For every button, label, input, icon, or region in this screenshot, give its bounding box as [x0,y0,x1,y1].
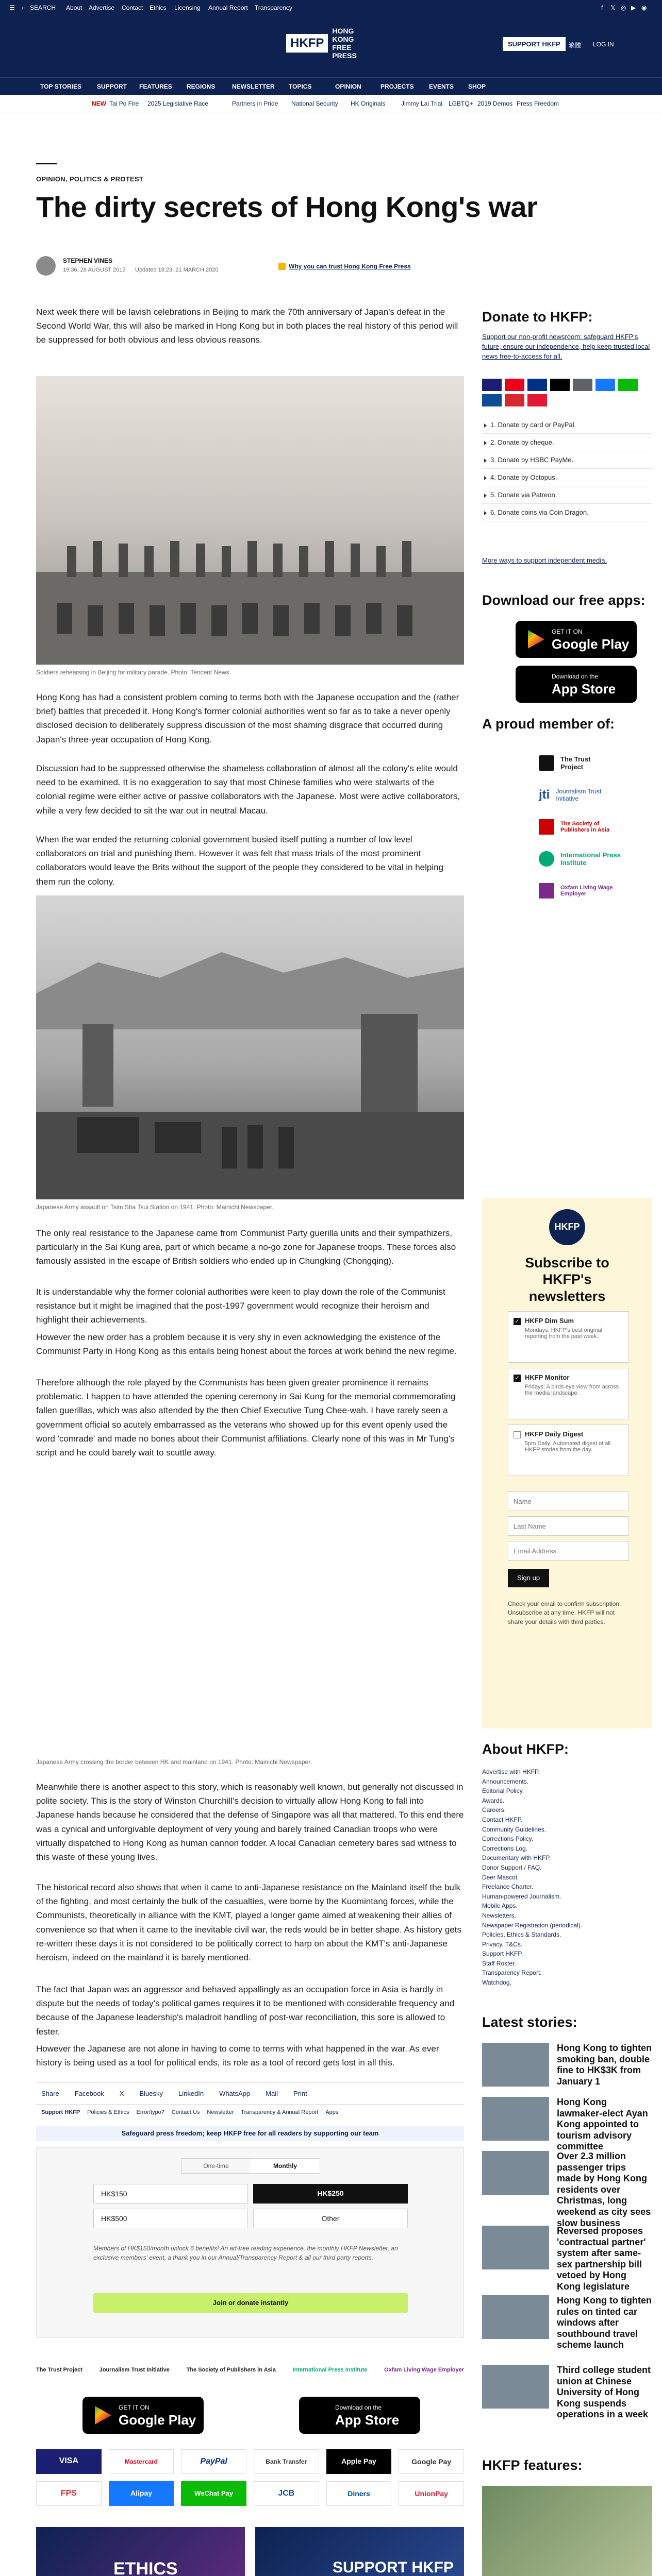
share-bluesky[interactable]: Bluesky [139,2090,163,2097]
last-name-field[interactable] [508,1516,629,1536]
share-whatsapp[interactable]: WhatsApp [219,2090,251,2097]
nav-opinion[interactable]: OPINION [335,83,361,90]
trending-item[interactable]: National Security [291,100,338,107]
tab-one-time[interactable]: One-time [203,2162,229,2170]
member-logos [482,747,652,907]
about-link[interactable]: Newspaper Registration (periodical). [482,1921,583,1929]
article-paragraph: Meanwhile there is another aspect to this story, which is reasonably well known, but generally not discussed in polite society. This is the story of Winston Churchill's decision to virtually allow Hong Kong to fall into Japanese hands because he considered that the defense of Singapore was all that mattered. To this end there was a cynical and unforgivable deployment of very young and barely trained Canadian troops who were virtually dispatched to Hong Kong as human cannon fodder. A local Canadian cemetery bares sad witness to this waste of these young lives. [36,1782,464,1862]
photo-military-parade [36,376,464,665]
language-switch[interactable]: 繁體 [569,42,582,49]
nav-newsletter[interactable]: NEWSLETTER [232,83,275,90]
about-link[interactable]: Editorial Policy. [482,1787,524,1795]
member-logo[interactable] [482,779,652,811]
google-play-button-inline[interactable] [82,2397,204,2434]
article-footer-links [41,2109,338,2115]
trending-new-label: NEW [92,100,106,107]
nav-support[interactable]: SUPPORT [97,83,127,90]
about-link[interactable]: Watchdog. [482,1979,511,1987]
newsletter-option[interactable] [508,1311,629,1363]
nav-features[interactable]: FEATURES [139,83,172,90]
donate-option[interactable]: 6. Donate coins via Coin Dragon. [482,504,652,521]
newsletter-box [482,1198,652,1728]
fps-icon [505,394,524,406]
signup-button[interactable]: Sign up [508,1569,549,1587]
article-paragraph: It is understandable why the former colonial authorities were keen to play down the role of the Communist resistance but it might be imagined that the post-1997 government would recognize their heroism and highlight their achievements. [36,1287,445,1325]
x-icon[interactable]: 𝕏 [610,4,616,11]
diners-logo: Diners [326,2481,392,2506]
fps-logo: FPS [36,2481,102,2506]
sopa-logo[interactable]: The Society of Publishers in Asia [186,2367,276,2373]
main-nav [0,77,662,95]
about-link[interactable]: Support HKFP. [482,1950,523,1958]
member-name: The Trust Project [560,755,591,771]
amount-option-other[interactable]: Other [253,2209,408,2228]
trending-item[interactable]: Jimmy Lai Trial [401,100,443,107]
jcb-logo: JCB [254,2481,319,2506]
oxfam-logo[interactable]: Oxfam Living Wage Employer [384,2367,464,2373]
google-play-icon [95,2406,111,2425]
youtube-icon[interactable]: ▶ [631,4,636,11]
nav-topics[interactable]: TOPICS [289,83,312,90]
trending-item[interactable]: Tai Po Fire [109,100,139,107]
app-store-big: App Store [552,681,616,697]
logo-line-2: FREE PRESS [332,43,357,60]
apple-pay-icon [550,379,570,391]
member-name: Oxfam Living Wage Employer [560,885,613,897]
visa-logo: VISA [36,2449,102,2474]
article-paragraph: When the war ended the returning colonial government busied itself putting a number of low level collaborators on trial and punishing them. However it was felt that mass trials of the most prominent collaborators would leave the Brits without the support of the people they considered to be vital in helping them run the colony. [36,835,444,887]
top-link-about[interactable]: About [66,4,82,11]
name-field[interactable] [508,1492,629,1511]
about-link[interactable]: Human-powered Journalism. [482,1892,561,1900]
category-rule [36,163,57,164]
about-links [482,1767,652,1988]
about-link[interactable]: Staff Roster. [482,1959,516,1967]
share-linkedin[interactable]: LinkedIn [178,2090,204,2097]
google-play-big: Google Play [552,636,630,652]
jti-logo[interactable]: Journalism Trust Initiative [99,2367,170,2373]
more-ways-link[interactable]: More ways to support independent media. [482,556,607,564]
feature-image[interactable] [482,2486,652,2576]
google-play-icon [528,630,544,649]
logo-line-1: HONG KONG [332,26,354,43]
bank-transfer-logo: Bank Transfer [254,2449,319,2474]
login-link[interactable]: LOG IN [593,41,614,48]
trending-item[interactable]: HK Originals [351,100,386,107]
story-thumbnail[interactable] [482,2151,549,2195]
footer-support-link[interactable]: Support HKFP [41,2109,80,2115]
about-link[interactable]: Community Guidelines. [482,1825,547,1833]
app-store-button[interactable] [516,666,637,703]
newsletter-option[interactable] [508,1425,629,1476]
donate-option[interactable]: 2. Donate by cheque. [482,434,652,451]
about-link[interactable]: Documentary with HKFP. [482,1854,551,1862]
top-link-advertise[interactable]: Advertise [89,4,115,11]
wechat-icon [618,379,638,391]
story-thumbnail[interactable] [482,2295,549,2339]
about-link[interactable]: Donor Support / FAQ. [482,1863,542,1871]
nav-regions[interactable]: REGIONS [187,83,216,90]
about-link[interactable]: Privacy, T&Cs. [482,1940,523,1948]
newsletter-desc: Mondays: HKFP's best original reporting from the past week. [525,1327,603,1340]
member-logo[interactable] [482,811,652,843]
author-name[interactable]: STEPHEN VINES [63,257,113,264]
trust-icon [278,263,286,270]
alipay-logo: Alipay [109,2481,174,2506]
article-paragraph: Therefore although the role played by the Communists has been given greater prominence it remains problematic. I happen to have attended the opening ceremony in Sai Kung for the memorial commemorating fallen guerillas, which was also attended by the then Chief Executive Tung Chee-wah. I have rarely seen a government official so acutely embarrassed as the veterans who showed up for this event openly used the word 'comrade' and made no bones about their Communist affiliations. Clearly none of this was in Mr Tung's script and he could barely wait to scuttle away. [36,1378,456,1458]
sidebar-payment-icons [482,379,652,406]
donate-option[interactable]: 5. Donate via Patreon. [482,486,652,504]
about-link[interactable]: Awards. [482,1797,505,1804]
article-paragraph: However the Japanese are not alone in having to come to terms with what happened in the war. As ever history is being used as a tool for political ends, its role as a tool of record gets lost in all this. [36,2044,439,2068]
footer-policies-link[interactable]: Policies & Ethics [87,2109,129,2115]
google-play-small: GET IT ON [552,628,583,635]
checkbox-checked-icon[interactable]: ✓ [514,1375,521,1382]
donate-option[interactable]: 1. Donate by card or PayPal. [482,416,652,434]
member-logo[interactable] [482,747,652,779]
app-store-small: Download on the [552,673,599,680]
member-name: International Press Institute [560,851,621,867]
parade-illustration [36,376,464,665]
trending-item[interactable]: LGBTQ+ [449,100,473,107]
about-link[interactable]: Policies, Ethics & Standards. [482,1931,561,1939]
join-donate-button[interactable]: Join or donate instantly [93,2293,408,2313]
about-link[interactable]: Deer Mascot. [482,1873,519,1881]
top-link-annual-report[interactable]: Annual Report [208,4,248,11]
ipi-logo[interactable]: International Press Institute [292,2367,368,2373]
donate-option[interactable]: 4. Donate by Octopus. [482,469,652,486]
article-paragraph: The only real resistance to the Japanese came from Communist Party guerilla units and their sympathizers, particularly in the Sai Kung area, part of which became a no-go zone for Japanese troops. These forces also famously assisted in the escape of British soldiers who ended up in Chungking (Chongqing). [36,1228,456,1266]
support-promo[interactable] [255,2527,464,2576]
trending-bar [0,95,662,112]
photo-caption-2: Japanese Army assault on Tsim Sha Tsui Station on 1941. Photo: Mainichi Newspaper. [36,1204,274,1211]
about-heading: About HKFP: [482,1741,569,1757]
logo-mark: HKFP [286,34,328,53]
photo-caption-1: Soldiers rehearsing in Beijing for military parade. Photo: Tencent News. [36,669,231,676]
support-promo-title: SUPPORT HKFP [333,2559,454,2576]
visa-icon [482,379,502,391]
newsletter-badge: HKFP [549,1209,585,1245]
trending-item[interactable]: Press Freedom [517,100,559,107]
photo-caption-3: Japanese Army crossing the border between HK and mainland on 1941. Photo: Mainichi Newspaper. [36,1758,312,1766]
photo-border-crossing [36,1471,464,1754]
top-link-contact[interactable]: Contact [122,4,143,11]
footer-error-link[interactable]: Error/typo? [136,2109,164,2115]
oxfam-icon [539,883,554,899]
app-store-small: Download on the [335,2404,382,2411]
trending-item[interactable]: 2019 Demos [477,100,513,107]
article-paragraph: Hong Kong has had a consistent problem coming to terms both with the Japanese occupation and the (rather brief) battles that preceded it. Hong Kong's former colonial authorities went so far as to take a never openly disclosed decision to deliberately suppress discussion of the most shaming disgrace that occurred during Japan's three-year occupation of Hong Kong. [36,692,459,744]
paypal-icon [527,379,547,391]
app-store-button-inline[interactable] [299,2397,420,2434]
story-thumbnail[interactable] [482,2226,549,2269]
share-print[interactable]: Print [293,2090,307,2097]
amount-option-selected[interactable]: HK$250 [253,2184,408,2204]
donate-banner: Safeguard press freedom; keep HKFP free for all readers by supporting our team [36,2126,464,2141]
about-link[interactable]: Announcements. [482,1777,529,1785]
story-title[interactable]: Hong Kong lawmaker-elect Ayan Kong appointed to tourism advisory committee [557,2097,648,2152]
updated-date: Updated 18:23, 21 MARCH 2020 [135,267,219,273]
footer-apps-link[interactable]: Apps [325,2109,339,2115]
newsletter-title: Subscribe to HKFP's newsletters [525,1255,609,1304]
trending-item[interactable]: Partners in Pride [232,100,278,107]
google-pay-icon [573,379,592,391]
google-play-big: Google Play [119,2412,196,2428]
share-bar [41,2090,307,2097]
story-title[interactable]: Over 2.3 million passenger trips made by Hong Kong residents over Christmas, long weekend as city sees slow business [557,2151,651,2228]
share-facebook[interactable]: Facebook [74,2090,104,2097]
apple-pay-logo: Apple Pay [326,2449,392,2474]
about-link[interactable]: Corrections Log. [482,1844,528,1852]
nav-top-stories[interactable]: TOP STORIES [40,83,82,90]
author-avatar[interactable] [36,256,56,276]
menu-icon[interactable]: ☰ [9,4,15,11]
footer-newsletter-link[interactable]: Newsletter [207,2109,234,2115]
about-link[interactable]: Advertise with HKFP. [482,1768,540,1775]
trust-project-logo[interactable]: The Trust Project [36,2367,82,2373]
logo-text [332,27,376,60]
trending-item[interactable]: 2025 Legislative Race [147,100,209,107]
article-intro: Next week there will be lavish celebrations in Beijing to mark the 70th anniversary of Japan's defeat in the Second World War, this will also be marked in Hong Kong but in both places the real history of this period will be suppressed for both obvious and less obvious reasons. [36,307,458,345]
story-thumbnail[interactable] [482,2043,549,2087]
about-link[interactable]: Careers. [482,1806,506,1814]
story-title[interactable]: Hong Kong to tighten smoking ban, double fine to HK$3K from January 1 [557,2043,652,2087]
footer-transparency-link[interactable]: Transparency & Annual Report [241,2109,319,2115]
ethics-promo-title: ETHICS [113,2559,178,2576]
site-header [0,0,662,77]
donate-option[interactable]: 3. Donate by HSBC PayMe. [482,451,652,469]
article-paragraph: Discussion had to be suppressed otherwise the shameless collaboration of almost all the colony's elite would need to be examined. It is no exaggeration to say that most Chinese families who were stalwarts of the colonial regime were either active or passive collaborators with the Japanese. Most were active collaborators, while a very few decided to sit the war out in neutral Macau. [36,764,460,816]
nav-shop[interactable]: SHOP [468,83,486,90]
member-perks: Members of HK$150/month unlock 6 benefits! An ad-free reading experience, the monthly HKFP Newsletter, an exclusive members' event, a thank you in our Annual/Transparency Report & all our third party reports. [93,2245,398,2261]
search-icon[interactable]: ⌕ [22,4,25,11]
about-link[interactable]: Newsletters. [482,1911,517,1919]
email-field[interactable] [508,1541,629,1561]
member-logo[interactable] [482,843,652,875]
paypal-logo: PayPal [181,2449,246,2474]
features-heading: HKFP features: [482,2458,583,2473]
top-link-transparency[interactable]: Transparency [255,4,292,11]
newsletter-name: HKFP Daily Digest [525,1430,584,1438]
wechat-pay-logo: WeChat Pay [181,2481,246,2506]
newsletter-desc: 5pm Daily: Automated digest of all HKFP stories from the day. [525,1440,611,1453]
instagram-icon[interactable]: ◎ [621,4,626,11]
checkbox-unchecked-icon[interactable] [514,1431,521,1438]
newsletter-desc: Fridays: A birds-eye view from across the media landscape. [525,1384,619,1396]
donate-options [482,416,652,521]
mastercard-logo: Mastercard [109,2449,174,2474]
photo-tsim-sha-tsui-assault [36,895,464,1199]
newsletter-privacy: Check your email to confirm subscription. Unsubscribe at any time. HKFP will not share your details with third parties. [508,1600,621,1625]
trust-link[interactable]: Why you can trust Hong Kong Free Press [289,263,411,270]
top-link-ethics[interactable]: Ethics [150,4,167,11]
about-link[interactable]: Transparency Report. [482,1969,542,1977]
tab-monthly[interactable]: Monthly [251,2159,320,2173]
story-thumbnail[interactable] [482,2097,549,2141]
facebook-icon[interactable]: f [601,4,603,11]
article-category[interactable]: OPINION, POLITICS & PROTEST [36,175,144,183]
share-x[interactable]: X [119,2090,124,2097]
mastercard-icon [505,379,524,391]
about-link[interactable]: Contact HKFP. [482,1816,523,1823]
donate-frequency-tabs [181,2158,320,2174]
jti-icon: jti [539,788,550,802]
divider [36,2082,464,2083]
top-link-licensing[interactable]: Licensing [174,4,201,11]
divider [36,2104,464,2105]
amount-option[interactable]: HK$150 [93,2184,248,2204]
latest-heading: Latest stories: [482,2014,577,2030]
newsletter-name: HKFP Dim Sum [525,1317,574,1325]
about-link[interactable]: Freelance Charter. [482,1883,534,1891]
unionpay-icon [527,394,547,406]
trust-project-icon [539,755,554,771]
article-paragraph: The fact that Japan was an aggressor and behaved appallingly as an occupation force in Asia is hardly in dispute but the needs of today's political games requires it to be mentioned with considerable frequency and because of the Japanese leadership's maladroit handling of post-war reconciliation, this sore is allowed to fester. [36,1985,455,2037]
member-logo[interactable] [482,875,652,907]
story-thumbnail[interactable] [482,2365,549,2409]
site-logo[interactable] [286,26,376,60]
member-logos-row [36,2354,464,2385]
payment-methods [36,2449,464,2506]
newsletter-name: HKFP Monitor [525,1374,570,1381]
story-title[interactable]: Hong Kong to tighten rules on tinted car windows after southbound travel scheme launch [557,2295,652,2350]
article-paragraph: The historical record also shows that when it came to anti-Japanese resistance on the Mainland itself the bulk of the fighting, and most certainly the bulk of the casualties, were borne by the Kuomintang forces, while the Communists, theoretically in alliance with the KMT, played a longer game aimed at weakening their allies of convenience so that when it came to the inevitable civil war, the reds would be in better shape. As history gets re-written these days it is not considered to be politically correct to harp on about the KMT's anti-Japanese heroism, indeed on the mainland it is barely mentioned. [36,1883,461,1962]
app-store-big: App Store [335,2412,400,2428]
jcb-icon [482,394,502,406]
google-play-button[interactable] [516,621,637,658]
amount-option[interactable]: HK$500 [93,2209,248,2228]
newsletter-option[interactable] [508,1368,629,1419]
nav-events[interactable]: EVENTS [429,83,454,90]
share-label: Share [41,2090,59,2097]
donate-heading: Donate to HKFP: [482,309,593,325]
rss-icon[interactable]: ◉ [641,4,647,11]
alipay-icon [595,379,615,391]
donate-intro[interactable]: Support our non-profit newsroom: safeguard HKFP's future, ensure our independence, help keep trusted local news free-to-access for all. [482,333,650,360]
footer-contact-link[interactable]: Contact Us [171,2109,200,2115]
checkbox-checked-icon[interactable]: ✓ [514,1318,521,1325]
google-pay-logo: Google Pay [399,2449,464,2474]
share-mail[interactable]: Mail [266,2090,278,2097]
support-hkfp-button[interactable]: SUPPORT HKFP [503,37,566,51]
tst-illustration [36,895,464,1199]
donate-amounts [93,2184,408,2228]
about-link[interactable]: Mobile Apps. [482,1902,518,1910]
story-title[interactable]: Reversed proposes 'contractual partner' system after same-sex partnership bill vetoed by Hong Kong legislature [557,2226,646,2292]
sopa-icon [539,819,554,835]
unionpay-logo: UnionPay [399,2481,464,2506]
donate-box [36,2147,464,2338]
article-title: The dirty secrets of Hong Kong's war [36,191,538,223]
story-title[interactable]: Third college student union at Chinese University of Hong Kong suspends operations in a week [557,2365,651,2420]
google-play-small: GET IT ON [119,2404,150,2411]
article-paragraph: However the new order has a problem because it is very shy in even acknowledging the existence of the Communist Party in Hong Kong as this entails being honest about the forces at work behind the new regime. [36,1332,457,1357]
member-heading: A proud member of: [482,716,615,732]
about-link[interactable]: Corrections Policy. [482,1835,534,1843]
nav-projects[interactable]: PROJECTS [380,83,414,90]
member-name: The Society of Publishers in Asia [560,821,609,833]
apps-heading: Download our free apps: [482,592,646,608]
member-name: Journalism Trust Initiative [556,788,602,802]
search-link[interactable]: SEARCH [30,4,56,11]
ipi-icon [539,851,554,867]
ethics-promo[interactable] [36,2527,245,2576]
publish-date: 19:36, 28 AUGUST 2015 [63,267,126,273]
